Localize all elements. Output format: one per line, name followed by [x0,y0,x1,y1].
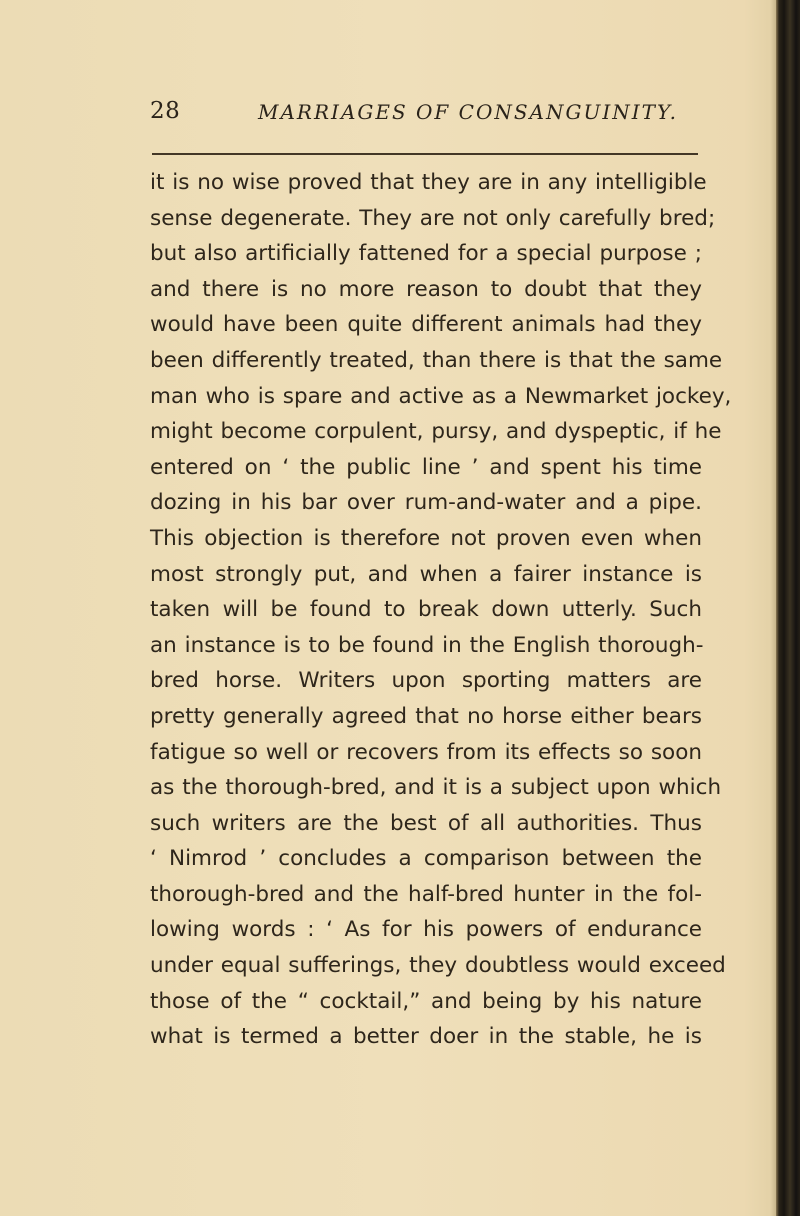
text-line: pretty generally agreed that no horse either bears [150,703,702,729]
page-header [150,98,700,138]
text-line: bred horse. Writers upon sporting matters are [150,668,702,694]
text-line: it is no wise proved that they are in any intelligible [150,170,707,195]
book-edge [776,0,800,1216]
running-title: MARRIAGES OF CONSANGUINITY. [258,100,678,124]
text-line: an instance is to be found in the English thorough- [150,632,704,658]
text-line: most strongly put, and when a fairer instance is [150,561,702,587]
text-line: ‘ Nimrod ’ concludes a comparison between the [150,846,702,872]
text-line: as the thorough-bred, and it is a subject upon which [150,775,722,801]
text-line: dozing in his bar over rum-and-water and a pipe. [150,490,702,516]
text-line: such writers are the best of all authorities. Thus [150,810,702,836]
text-line: might become corpulent, pursy, and dyspeptic, if he [150,419,722,445]
text-line: under equal sufferings, they doubtless would exceed [150,953,726,979]
header-rule [152,153,698,155]
text-line: sense degenerate. They are not only carefully bred; [150,205,716,231]
text-line: been differently treated, than there is that the same [150,347,723,373]
text-line: man who is spare and active as a Newmarket jockey, [150,383,732,409]
text-line: would have been quite different animals had they [150,312,702,338]
text-line: taken will be found to break down utterly. Such [150,597,702,623]
text-line: lowing words : ‘ As for his powers of endurance [150,917,702,943]
text-line: but also artificially fattened for a special purpose ; [150,241,702,267]
body-text [150,165,732,1055]
text-line: and there is no more reason to doubt that they [150,276,702,302]
page-number: 28 [150,98,181,124]
text-line: what is termed a better doer in the stable, he is [150,1024,702,1050]
text-line: This objection is therefore not proven even when [150,525,702,551]
text-line: fatigue so well or recovers from its effects so soon [150,739,702,765]
text-line: those of the “ cocktail,” and being by his nature [150,988,702,1014]
text-line: entered on ‘ the public line ’ and spent his time [150,454,702,480]
text-line: thorough-bred and the half-bred hunter in the fol- [150,881,702,907]
